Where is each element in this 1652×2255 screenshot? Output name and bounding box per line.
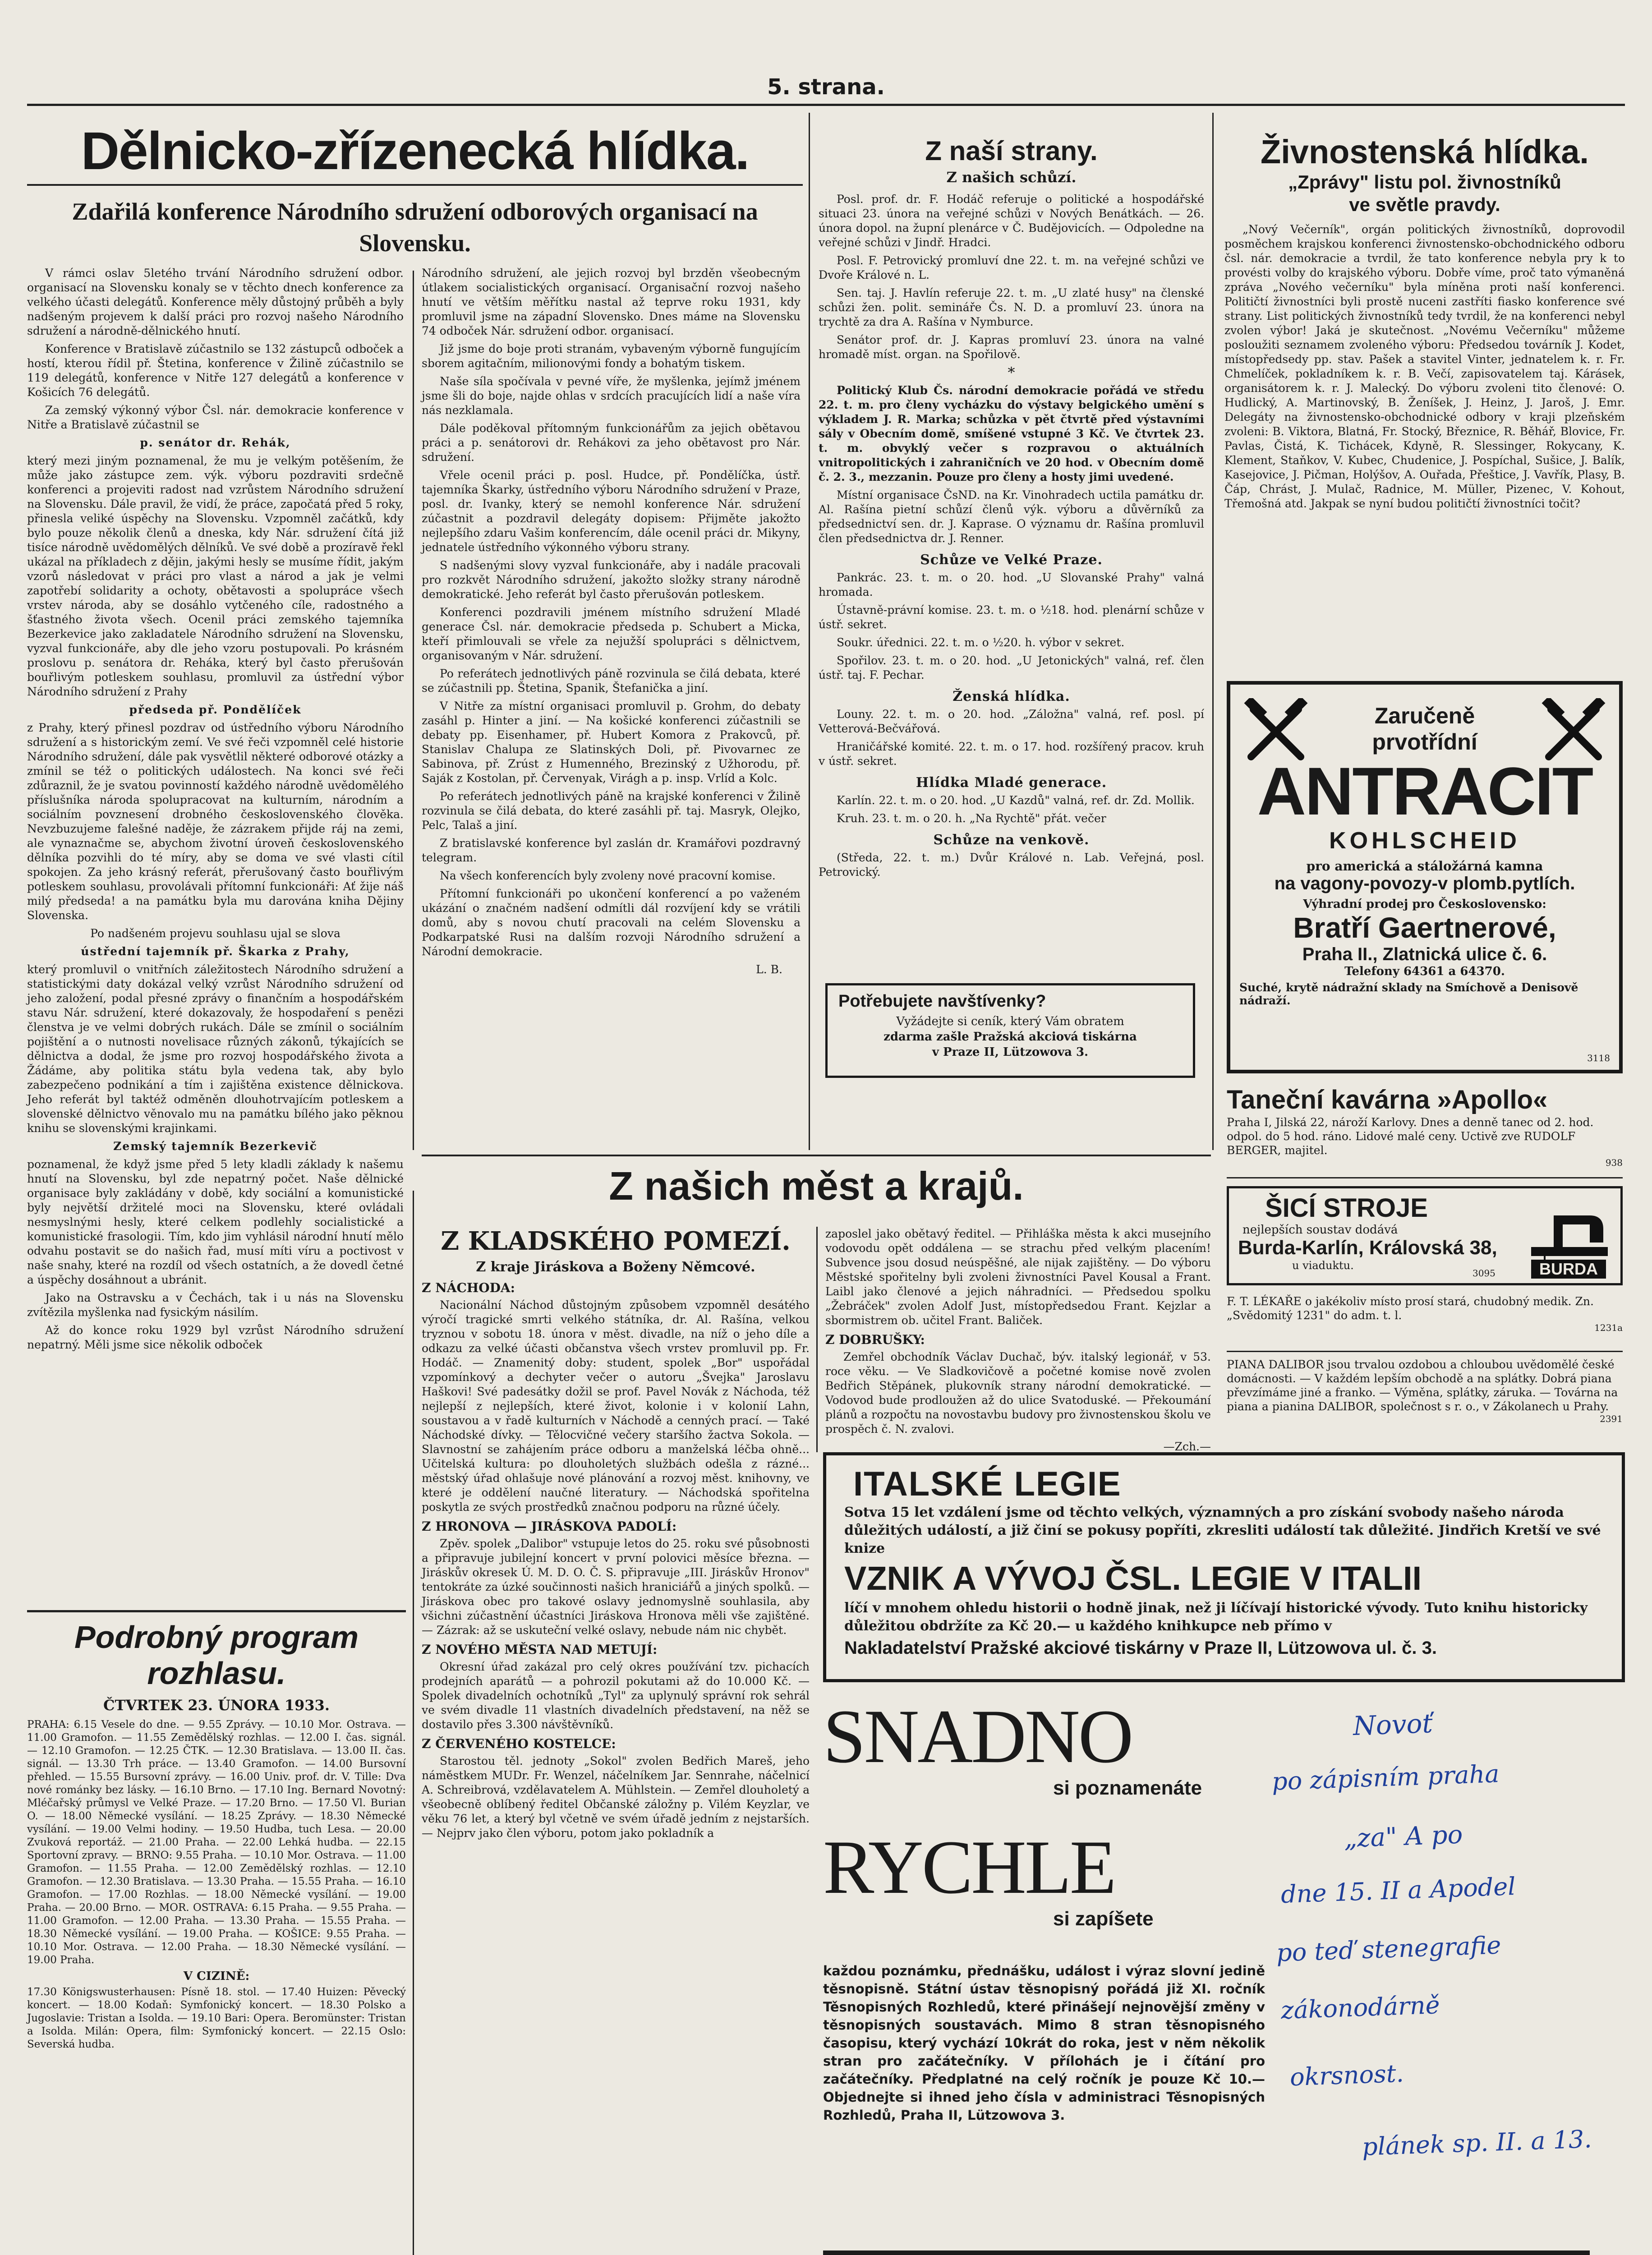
delnicko-section — [27, 122, 803, 263]
ad-line: zdarma zašle Pražská akciová tiskárna — [884, 1030, 1137, 1044]
handwritten-line: Novoť — [1352, 1707, 1433, 1742]
column-rule-1 — [809, 113, 810, 1150]
article-paragraph: Na všech konferencích byly zvoleny nové pracovní komise. — [440, 869, 776, 882]
ad-headword: RYCHLE — [823, 1825, 1115, 1910]
ad-brand-sub: KOHLSCHEID — [1329, 828, 1520, 854]
column-rule-5 — [816, 1227, 818, 1452]
ad-line: nejlepších soustav dodává — [1242, 1223, 1398, 1237]
ad-apollo — [1227, 1085, 1623, 1168]
article-headline: Zdařilá konference Národního sdružení odborových organisací na Slovensku. — [72, 198, 758, 257]
news-item: Hraničářské komité. 22. t. m. o 17. hod. rozšířený pracov. kruh v ústř. sekret. — [819, 740, 1204, 768]
news-item: Louny. 22. t. m. o 20. hod. „Záložna" valná, ref. posl. pí Vetterová-Bečvářová. — [819, 708, 1204, 735]
news-item: Karlín. 22. t. m. o 20. hod. „U Kazdů" valná, ref. dr. Zd. Mollik. — [837, 794, 1195, 807]
town-paragraph: Starostou těl. jednoty „Sokol" zvolen Bedřich Mareš, jeho náměstkem MUDr. Fr. Wenzel, náčelníkem Jar. Sennrahe, náčelnicí A. Schreibrová, vzdělavatelem A. Mühlstein. — Zemřel dlouholetý a všeobecně oblíbený ředitel Občanské záložny p. Vilém Keyzlar, ve věku 76 let, a který byl včetně ve svém úřadě jedním z nejstarších. — Nejprv jako člen výboru, potom jako pokladník a — [422, 1754, 810, 1840]
town-paragraph: Okresní úřad zakázal pro celý okres používání tzv. pichacích prodejních aparátů — a pohrozil pokutami až do 10.000 Kč. — Spolek divadelních ochotníků „Tyl" za uplynulý správní rok sehrál ve svém divadle 11 vlastních divadelních představení, na něž se dostavilo přes 3.300 návštěvníků. — [422, 1660, 810, 1731]
delnicko-column-2 — [422, 266, 801, 980]
town-paragraph: zaposlel jako obětavý ředitel. — Přihláška města k akci musejního vodovodu opět oddálena — se strachu před velkým placením! Subvence jsou dosud neúspěšné, ale nijak zajištěny. — Do výboru Městské spořitelny byli zvoleni živnostníci Pavel Kousal a Frant. Laibl jako členové a jejich náhradníci. — Předsedou spolku „Žebráček" zvolen Adolf Just, místopředsedou Frant. Kejzlar a sbormistrem ob. učitel Frant. Baliček. — [825, 1227, 1211, 1327]
handwritten-line: „za" A po — [1343, 1820, 1463, 1854]
ad-line: v Praze II, Lützowova 3. — [932, 1045, 1089, 1059]
ad-text: líčí v mnohem ohledu historii o hodně jinak, než ji líčívají historické vývody. Tuto knihu historicky důležitou obdržíte za Kč 20.— u každého knihkupce neb přímo v — [844, 1600, 1588, 1634]
separator-star: * — [1008, 364, 1015, 381]
column-rule-4 — [413, 1191, 414, 2255]
delnicko-column-1 — [27, 266, 404, 1356]
town-paragraph: Zpěv. spolek „Dalibor" vstupuje letos do 25. roku své působnosti a připravuje jubilejní koncert v první polovici měsíce března. — Jiráskův okresek Ú. M. D. O. Č. S. připravuje „III. Jiráskův Hronov" tentokráte za úzké součinnosti našich hraniciářů a jiných spolků. — Jiráskova obec pro takové oslavy jednomyslně souhlasila, aby všichni zúčastnění účastníci Jiráskova Hronova měli vše zajištěné. — Zázrak: až se uskuteční velké oslavy, nebude nám nic chybět. — [422, 1537, 810, 1637]
ad-cikanska-kapela — [823, 2250, 1590, 2255]
news-item: Posl. prof. dr. F. Hodáč referuje o politické a hospodářské situaci 23. února na veřejné schůzi v Nových Benátkách. — 26. února dopol. na župní plenárce v Č. Budějovicích. — Odpoledne na veřejné schůzi v Jindř. Hradci. — [819, 193, 1204, 249]
section-title-rule — [27, 184, 803, 186]
article-paragraph: Po referátech jednotlivých páně rozvinula se čilá debata, které se zúčastnili pp. Štetina, Spanik, Štefanička a jiní. — [422, 667, 801, 695]
section-subtitle: „Zprávy" listu pol. živnostníků — [1288, 171, 1561, 193]
article-paragraph: V Nitře za místní organisaci promluvil p. Grohm, do debaty zasáhl p. Hinter a jiní. — Na košické konferenci zúčastnili se debaty pp. Eisenhamer, př. Hubert Komora z Prakovců, př. Stanislav Chalupa ze Slatinských Doli, př. Pivovarnec ze Sabinova, př. Zrúst z Humenného, Brezinský z Užhorodu, př. Saják z Kostolan, př. Červenyak, Virágh a p. insp. Vrlíd a Kolc. — [422, 700, 801, 785]
ad-navstivenky — [825, 983, 1195, 1078]
handwritten-line: po zápisním praha — [1271, 1759, 1500, 1796]
article-paragraph: který promluvil o vnitřních záležitostech Národního sdružení a statistickými daty dokázal velký vzrůst Národního sdružení od jeho založení, podal přesné zprávy o finančním a hospodářském stavu Nár. sdružení, které dokazovaly, že hospodaření s penězi členstva je ve velmi dobrých rukách. Dále se zmínil o sociálním pojištění a o nutnosti novelisace různých zákonů, týkajících se dělnictva a dodal, že jsme pro rozvoj hospodářského života a Žádáme, aby politika státu byla vedena tak, aby bylo zabezpečeno podnikání a tím i zajištěna existence dělnickova. Jeho referát byl taktéž odměněn dlouhotrvajícím potleskem a slovenské dělnictvo věnovalo mu na památku bílého jako pěknou knihu se slovenskými krajinkami. — [27, 963, 404, 1135]
ad-line: na vagony-povozy-v plomb.pytlích. — [1274, 874, 1575, 893]
article-signature: L. B. — [756, 963, 782, 976]
ad-line: prvotřídní — [1372, 729, 1477, 755]
ad-line: Zaručeně — [1374, 703, 1475, 728]
program-foreign-heading: V CIZINĚ: — [183, 1970, 250, 1983]
town-paragraph: Zemřel obchodník Václav Duchač, býv. italský legionář, v 53. roce věku. — Ve Sladkovičově a početné komise nově zvolen Bedřich Stěpánek, plukovník strany národní demokratické. — Vodovod bude prodloužen až do ulice Svatoduské. — Překoumání plánů a rozpočtu na novostavbu budovy pro živnostenskou školu ve prospěch č. N. zvalovi. — [825, 1350, 1211, 1436]
program-listing: PRAHA: 6.15 Vesele do dne. — 9.55 Zprávy. — 10.10 Mor. Ostrava. — 11.00 Gramofon. — 11.55 Zemědělský rozhlas. — 12.00 I. čas. signál. — 12.10 Gramofon. — 12.25 ČTK. — 12.30 Bratislava. — 13.00 II. čas. signál. — 13.30 Trh práce. — 13.40 Gramofon. — 14.00 Bursovní přehled. — 15.55 Bursovní zprávy. — 16.00 Univ. prof. dr. V. Tille: Dva nové románky bez lásky. — 16.10 Brno. — 17.10 Ing. Bernard Novotný: Mléčařský průmysl ve Velké Praze. — 17.20 Brno. — 17.50 Vl. Burian O. — 18.00 Německé vysílání. — 18.25 Zprávy. — 18.30 Německé vysílání. — 19.00 Velmi hodiny. — 19.50 Hudba, tuch Lesa. — 20.00 Zvuková reportáž. — 21.00 Praha. — 22.00 Lehká hudba. — 22.15 Sportovní zpravy. — BRNO: 9.55 Praha. — 10.10 Mor. Ostrava. — 11.00 Gramofon. — 11.55 Praha. — 12.00 Zemědělský rozhlas. — 12.10 Gramofon. — 12.30 Bratislava. — 13.30 Praha. — 15.55 Praha. — 16.10 Gramofon. — 17.00 Rozhlas. — 18.00 Německé vysílání. — 19.00 Praha. — 20.00 Brno. — MOR. OSTRAVA: 6.15 Praha. — 9.55 Praha. — 11.00 Gramofon. — 12.00 Praha. — 13.30 Praha. — 15.55 Praha. — 18.30 Německé vysílání. — 19.00 Praha. — KOŠICE: 9.55 Praha. — 10.10 Mor. Ostrava. — 12.00 Praha. — 18.30 Německé vysílání. — 19.00 Praha. — [27, 1719, 406, 1966]
zivnost-column — [1224, 133, 1625, 515]
ad-number: 3118 — [1587, 1053, 1610, 1063]
program-listing: 17.30 Königswusterhausen: Písně 18. stol. — 17.40 Huizen: Pěvecký koncert. — 18.00 Kodaň: Symfonický koncert. — 18.30 Polsko a Jugoslavie: Tristan a Isolda. — 19.10 Bari: Opera. Beromünster: Tristan a Isolda. Milán: Opera, film: Symfonický koncert. — 22.15 Oslo: Severská hudba. — [27, 1986, 406, 2050]
mest-top-rule — [422, 1155, 1211, 1156]
section-title: Živnostenská hlídka. — [1261, 133, 1589, 170]
article-paragraph: který mezi jiným poznamenal, že mu je velkým potěšením, že může jako zástupce zem. výk. výboru pozdraviti srdečně konferenci a projeviti radost nad vzrůstem Národního sdružení na Slovensku. Dále pravil, že vidí, že práce, započatá před 5 roky, přinesla veliké úspěchy na Slovensku. Vzpomněl začátků, kdy bylo pouze několik členů a dneska, kdy Nár. sdružení čítá již tisíce národně uvědomělých dělníků. Ve své době a prozíravě řekl ukázal na příkladech z dějin, jakými hesly se musíme řídit, jakým vzorů následovat v práci pro vlast a národ a jak je velmi zapotřebí solidarity a ochoty, obětavosti a spolupráce všech vrstev národa, aby se dosáhlo vytčeného cíle, radostného a šťastného života všech. Ocenil práci zemského tajemníka Bezerkevice jako zakladatele Národního sdružení na Slovensku, vyzval funkcionáře, aby dle jeho vzoru postupovali. Po krásném proslovu p. senátora dr. Reháka, který byl často přerušován bouřlivým potleskem souhlasu, promluvil za ústřední výbor Národního sdružení z Prahy — [27, 454, 404, 698]
article-paragraph: Vřele ocenil práci p. posl. Hudce, př. Pondělíčka, ústř. tajemníka Škarky, ústředního výboru Národního sdružení v Praze, posl. dr. Ivanky, který se nemohl konference Nár. sdružení zúčastnit a pozdravil delegáty dopisem: Přijměte jakožto nejlepšího zdaru Vašim konferencím, dále ocenil práci dr. Mikyny, jednatele ústředního výkonného výboru strany. — [422, 469, 801, 554]
article-paragraph: Naše síla spočívala v pevné víře, že myšlenka, jejímž jménem jsme šli do boje, najde ohlas v srdcích pracujících lidí a naše víra nás nezklamala. — [422, 375, 801, 417]
column-rule-3 — [413, 271, 414, 1150]
section-subtitle: ve světle pravdy. — [1349, 194, 1500, 215]
article-paragraph: poznamenal, že když jsme před 5 lety kladli základy k našemu hnutí na Slovensku, byl zde nepatrný počet. Naše dělnické organisace byly zakládány v době, kdy sociální a komunistické byly největší držitelé moci na Slovensku, které ovládali nesmyslnými hesly, které celkem podlehly socialistické a komunistické frasologii. Tím, kdo jim vyhlásil národní hnutí mělo odvahu postavit se do našich řad, musí míti víru a poctivost v naše snahy, které na rozdíl od všech ostatních, a že dovedl četné a úspěchy dosáhnout a ubránit. — [27, 1158, 404, 1286]
header-rule — [27, 104, 1625, 106]
news-item: Spořilov. 23. t. m. o 20. hod. „U Jetonických" valná, ref. člen ústř. taj. F. Pechar. — [819, 654, 1204, 681]
ad-text: PIANA DALIBOR jsou trvalou ozdobou a chloubou uvědomělé české domácnosti. — V každém lepším obchodě a na splátky. Dobrá piana převzímáme jiné a franko. — Výměna, splátky, záruka. — Továrna na piana a pianina DALIBOR, společnost s r. o., v Zákolanech u Prahy. — [1227, 1358, 1618, 1413]
ad-tagline: si poznamenáte — [1053, 1777, 1202, 1799]
article-paragraph: Konferenci pozdravili jménem místního sdružení Mladé generace Čsl. nár. demokracie předseda p. Schubert a Micka, kteří přimlouvali se vřele za nejužší spolupráci s dělnictvem, organisovaným v Nár. sdružení. — [422, 606, 801, 662]
article-paragraph: Konference v Bratislavě zúčastnilo se 132 zástupců odboček a hostí, kterou řídil př. Štetina, konference v Žilině zúčastnilo se 119 delegátů, konference v Nitře 127 delegátů a konference v Košicích 76 delegátů. — [27, 342, 404, 399]
news-item: Senátor prof. dr. J. Kapras promluví 23. února na valné hromadě míst. organ. na Spořilově. — [819, 333, 1204, 361]
ad-line: u viaduktu. — [1292, 1259, 1354, 1272]
handwritten-line: zákonodárně — [1280, 1990, 1440, 2025]
ad-title: Taneční kavárna »Apollo« — [1227, 1085, 1548, 1114]
mest-title: Z našich měst a krajů. — [609, 1164, 1024, 1208]
subhead-bezerkevic: Zemský tajemník Bezerkevič — [113, 1140, 318, 1153]
ad-line: Vyžádejte si ceník, který Vám obratem — [896, 1015, 1124, 1028]
subhead-skarka-intro: Po nadšeném projevu souhlasu ujal se slova — [90, 927, 341, 940]
crossed-hammers-icon — [1242, 698, 1310, 766]
ad-tagline: si zapíšete — [1053, 1908, 1154, 1930]
ad-line: Výhradní prodej pro Československo: — [1303, 897, 1546, 911]
news-item: Sen. taj. J. Havlín referuje 22. t. m. „U zlaté husy" na členské schůzi žen. polit. semináře Čs. N. D. a promluví 23. února na trychtě za dra A. Rašína v Nymburce. — [819, 286, 1204, 328]
ad-line: Suché, krytě nádražní sklady na Smíchově a Denisově nádraží. — [1239, 981, 1578, 1007]
news-item: Ústavně-právní komise. 23. t. m. o ½18. hod. plenární schůze v ústř. sekret. — [819, 603, 1204, 631]
ad-text: F. T. LÉKAŘE o jakékoliv místo prosí stará, chudobný medik. Zn. „Svědomitý 1231" do adm. t. l. — [1227, 1295, 1594, 1322]
z-nasi-strany-column — [819, 135, 1204, 883]
ad-logo: BURDA — [1531, 1260, 1606, 1279]
ad-line: Telefony 64361 a 64370. — [1344, 965, 1505, 978]
ad-title: Potřebujete navštívenky? — [838, 992, 1046, 1011]
mest-column-2 — [825, 1227, 1211, 1453]
town-heading: Z ČERVENÉHO KOSTELCE: — [422, 1736, 616, 1751]
ad-italske-legie — [823, 1452, 1625, 1682]
program-title: Podrobný program rozhlasu. — [74, 1620, 359, 1691]
crossed-hammers-icon — [1540, 698, 1607, 766]
handwritten-line: okrsnost. — [1289, 2059, 1404, 2092]
ad-text: každou poznámku, přednášku, událost i výraz slovní jedině těsnopisně. Státní ústav těsnopisný pořádá již XI. ročník Těsnopisných Rozhledů, které přinášejí nejnovější změny v těsnopisných soustavách. Mimo 8 stran těsnopisného časopisu, který vychází 10krát do roka, jest v něm několik stran pro začátečníky. V přílohách je i čítání pro začátečníky. Předplatné na celý ročník je pouze Kč 10.— Objednejte si ihned jeho čísla v administraci Těsnopisných Rozhledů, Praha II, Lützowova 3. — [823, 1963, 1265, 2123]
handwritten-line: plánek sp. II. a 13. — [1362, 2125, 1592, 2161]
article-paragraph: „Nový Večerník", orgán politických živnostníků, doprovodil posměchem krajskou konferenci živnostensko-obchodnického odboru čsl. nár. demokracie a tvrdil, že tato konference nebyla pry k to provésti volby do krajského výboru. Dobře víme, proč tato výmaněná zpráva „Nového večerníku" byla míněna proti naší konferenci. Političtí živnostníci byli prostě nuceni zastříti fiasko konference své strany. List politických živnostníků tedy tvrdil, že na konferenci nebyl zvolen výbor! Jaká je skutečnost. „Novému Večerníku" můžeme posloužiti seznamem zvoleného výboru: Předsedou továrník J. Kodet, místopředsedy pp. stav. Pašek a stavitel Vinter, jednatelem k. r. Fr. Chmelíček, pokladníkem k. r. B. Večí, zapisovatelem taj. Kárásek, organisátorem k. r. J. Malecký. Do výboru zvoleni tito členové: O. Hudlický, A. Martinovský, B. Ženíšek, J. Heinz, J. Jaroš, J. Emr. Delegáty na živnostensko-obchodnické odbory v kraji plzeňském zvoleni: B. Viktora, Blatná, Fr. Stocký, Březnice, R. Běhář, Blovice, Fr. Pavlas, Čistá, K. Tichácek, Kdyně, R. Slessinger, Rokycany, K. Klement, Staňkov, V. Kubec, Chudenice, J. Pospíchal, Sušice, J. Balík, Kasejovice, J. Pičman, Holýšov, A. Ouřada, Přeštice, J. Vavřík, Plasy, B. Čáp, Chrást, J. Mulač, Radnice, M. Müller, Pizenec, V. Kohout, Třemošná atd. Jakpak se nyní budou političtí živnostníci točit? — [1224, 223, 1625, 510]
ad-number: 938 — [1605, 1157, 1623, 1168]
article-paragraph: Jako na Ostravsku a v Čechách, tak i u nás na Slovensku zvítězila myšlenka nad fysickým násilím. — [27, 1291, 404, 1319]
kladsko-title: Z KLADSKÉHO POMEZÍ. — [441, 1226, 791, 1256]
ad-antracit — [1227, 681, 1623, 1073]
news-item: Soukr. úřednici. 22. t. m. o ½20. h. výbor v sekret. — [837, 636, 1125, 649]
ad-address: Praha II., Zlatnická ulice č. 6. — [1302, 944, 1547, 964]
article-signature: —Zch.— — [1163, 1440, 1211, 1453]
subhead-pondelicek: předseda př. Pondělíček — [129, 703, 302, 716]
news-item: (Středa, 22. t. m.) Dvůr Králové n. Lab. Veřejná, posl. Petrovický. — [819, 851, 1204, 879]
handwritten-line: dne 15. II a Apodel — [1280, 1872, 1516, 1909]
section-title: Dělnicko-zřízenecká hlídka. — [81, 121, 749, 181]
ad-headword: SNADNO — [823, 1694, 1132, 1779]
town-heading: Z DOBRUŠKY: — [825, 1332, 925, 1347]
ad-book-title: VZNIK A VÝVOJ ČSL. LEGIE V ITALII — [844, 1560, 1422, 1597]
article-paragraph: Z bratislavské konference byl zaslán dr. Kramářovi pozdravný telegram. — [422, 837, 801, 864]
ad-title: ITALSKÉ LEGIE — [853, 1465, 1122, 1503]
town-paragraph: Nacionální Náchod důstojným způsobem vzpomněl desátého výročí tragické smrti velkého státníka, dr. Al. Rašína, velkou tryznou v sobotu 18. února v měst. divadle, na níž o jeho díle a odkazu za velké účasti občanstva všech vrstev promluvil pp. Fr. Hodáč. — Znamenitý doby: student, spolek „Bor" uspořádal vzpomínkový a dechyter večer o autoru „Švejka" Jaroslavu Haškovi! Své padesátky dožil se prof. Pavel Novák z Náchoda, též nejlepší z nejlepších, které život, kolonie i v kolonií Lahn, soustavou a v řadě kulturních v Náchodě a cenných prací. — Také Náchodské dívky. — Tělocvičné večery staršího žactva Sokola. — Slavnostní se zahájením práce odboru a manželská léčba ohně... Učitelská kultura: po dlouholetých službách odešla z rázné... městský úřad ohlašuje nové plánování a rozvoj měst. knihovny, ve které je oddělení naučné literatury. — Náchodská spořitelna poskytla ze svých prostředků značnou podporu na různé účely. — [422, 1298, 810, 1514]
subhead-venkov: Schůze na venkově. — [933, 832, 1090, 848]
ad-text: Praha I, Jilská 22, nároží Karlovy. Dnes a denně tanec od 2. hod. odpol. do 5 hod. ráno. Lidové malé ceny. Uctivě zve RUDOLF BERGER, majitel. — [1227, 1116, 1594, 1157]
town-heading: Z HRONOVA — JIRÁSKOVA PADOLÍ: — [422, 1519, 677, 1534]
ad-text: Sotva 15 let vzdálení jsme od těchto velkých, významných a pro získání svobody našeho národa důležitých událostí, a již činí se pokusy popříti, zkresliti událostí tak důležité. Jindřich Kretší ve své knize — [844, 1505, 1601, 1556]
ad-line: pro americká a stáložárná kamna — [1306, 859, 1543, 874]
ad-firm: Burda-Karlín, Královská 38, — [1238, 1237, 1497, 1259]
ad-number: 2391 — [1600, 1413, 1623, 1424]
article-paragraph: S nadšenými slovy vyzval funkcionáře, aby i nadále pracovali pro rozkvět Národního sdružení, jakožto složky strany národně demokratické. Jeho referát byl často přerušován potleskem. — [422, 559, 801, 601]
subhead-velka-praha: Schůze ve Velké Praze. — [920, 552, 1103, 568]
article-paragraph: Za zemský výkonný výbor Čsl. nár. demokracie konference v Nitře a Bratislavě zúčastnil se — [27, 404, 404, 431]
ad-number: 1231a — [1594, 1322, 1623, 1333]
ad-burda — [1227, 1186, 1623, 1285]
ad-title: ŠICÍ STROJE — [1265, 1193, 1428, 1223]
ad-firm: Bratří Gaertnerové, — [1293, 911, 1556, 944]
town-heading: Z NÁCHODA: — [422, 1280, 515, 1295]
subhead-zenska: Ženská hlídka. — [953, 689, 1070, 704]
ad-lekare — [1227, 1294, 1623, 1333]
news-item: Politický Klub Čs. národní demokracie pořádá ve středu 22. t. m. pro členy vycházku do výstavy belgického umění s výkladem J. R. Marka; schůzka v pět čtvrtě před výstavními sály v Obecním domě, smíšené vstupné 3 Kč. Ve čtvrtek 23. t. m. obvyklý večer s rozpravou o aktuálních vnitropolitických i zahraničních ve 20 hod. v Obecním domě č. 2. 3., mezzanin. Pouze pro členy a hosty jimi uvedené. — [819, 384, 1204, 483]
ad-snadno — [823, 1696, 1265, 2246]
article-paragraph: Již jsme do boje proti stranám, vybaveným výborně fungujícím sborem agitačním, milionovými fondy a bohatým tiskem. — [422, 342, 801, 370]
article-paragraph: V rámci oslav 5letého trvání Národního sdružení odbor. organisací na Slovensku konaly se v těchto dnech konference za velkého účasti delegátů. Konference měly důstojný průběh a byly nadšeným projevem k další práci pro rozvoj našeho Národního sdružení a národně-dělnického hnutí. — [27, 267, 404, 337]
ad-dalibor — [1227, 1358, 1623, 1424]
ad-rule — [1227, 1177, 1623, 1178]
ad-brand: ANTRACIT — [1257, 753, 1592, 829]
page-number: 5. strana. — [767, 74, 885, 100]
handwritten-line: po teď stenegrafie — [1276, 1931, 1502, 1967]
section-title: Z naší strany. — [925, 136, 1098, 166]
subhead-skarka: ústřední tajemník př. Škarka z Prahy, — [81, 945, 350, 958]
mest-column-1 — [422, 1227, 810, 1844]
news-item: Pankrác. 23. t. m. o 20. hod. „U Slovanské Prahy" valná hromada. — [819, 571, 1204, 598]
town-heading: Z NOVÉHO MĚSTA NAD METUJÍ: — [422, 1642, 658, 1657]
kladsko-subtitle: Z kraje Jiráskova a Boženy Němcové. — [476, 1259, 755, 1275]
article-paragraph: Přítomní funkcionáři po ukončení konferencí a po važeném ukázání o značném nadšení odmítli dál rozvíjení kdy se vrátili domů, aby s novou chutí pracovali na celém Slovensku a Podkarpatské Rusi na dalším rozvoji Národního sdružení a Národní demokracie. — [422, 887, 801, 958]
ad-number: 3095 — [1473, 1268, 1496, 1279]
ad-publisher: Nakladatelství Pražské akciové tiskárny v Praze II, Lützowova ul. č. 3. — [844, 1638, 1437, 1658]
article-paragraph: Dále poděkoval přítomným funkcionářům za jejich obětavou práci a p. senátorovi dr. Rehákovi za jeho obětavost pro Nár. sdružení. — [422, 422, 801, 464]
article-paragraph: z Prahy, který přinesl pozdrav od ústředního výboru Národního sdružení a s historickým zemí. Ve své řeči vzpomněl celé historie Národního sdružení, dále pak vysvětlil některé odborové otázky a zmínil se též o politických událostech. Na konci své řeči zdůraznil, že je svatou povinností každého národně uvědomělého příslušníka národa spolupracovat na kulturním, národním a sociálním povznesení drobného československého člověka. Nevzbuzujeme falešné naděje, že zázrakem přijde ráj na zemi, ale vynaznačme se, abychom životní úroveň československého dělníka pozvihli do té míry, aby se doma ve své vlasti cítil spokojen. Za jeho krásný referát, přerušovaný často bouřlivým potleskem souhlasu, provolávali přítomní funkcionáři: Ať žije náš milý předseda! a na památku byla mu darována kniha Dějiny Slovenska. — [27, 721, 404, 922]
article-paragraph: Po referátech jednotlivých páně na krajské konferenci v Žilině rozvinula se čilá debata, do které zasáhli př. taj. Masryk, Olejko, Pelc, Talaš a jiní. — [422, 790, 801, 832]
sewing-machine-icon — [1527, 1197, 1612, 1279]
program-column — [27, 1619, 406, 2054]
program-top-rule — [27, 1610, 406, 1612]
news-item: Kruh. 23. t. m. o 20. h. „Na Rychtě" přát. večer — [837, 812, 1106, 825]
subhead-rehak: p. senátor dr. Rehák, — [140, 436, 291, 449]
handwritten-notes — [1272, 1705, 1624, 2232]
news-item: Posl. F. Petrovický promluví dne 22. t. m. na veřejné schůzi ve Dvoře Králové n. L. — [819, 254, 1204, 281]
program-date: ČTVRTEK 23. ÚNORA 1933. — [103, 1697, 330, 1714]
article-paragraph: Až do konce roku 1929 byl vzrůst Národního sdružení nepatrný. Měli jsme sice několik odboček — [27, 1324, 404, 1351]
column-rule-2 — [1212, 113, 1214, 1150]
article-paragraph: Národního sdružení, ale jejich rozvoj byl brzděn všeobecným útlakem socialistických organisací. Organisační rozvoj našeho hnutí ve větším měřítku nastal až teprve roku 1931, kdy promluvil jsme na západní Slovensko. Dnes máme na Slovensku 74 odboček Nár. sdružení odbor. organisací. — [422, 267, 801, 337]
news-item: Místní organisace ČsND. na Kr. Vinohradech uctila památku dr. Al. Rašína pietní schůzí členů výk. výboru a důvěrníků za předsednictví sen. dr. J. Kaprase. O významu dr. Rašína promluvil člen předsednictva dr. J. Renner. — [819, 488, 1204, 545]
subhead-mlade: Hlídka Mladé generace. — [916, 775, 1107, 791]
section-subtitle: Z našich schůzí. — [946, 169, 1077, 186]
ad-rule — [1227, 1351, 1623, 1352]
